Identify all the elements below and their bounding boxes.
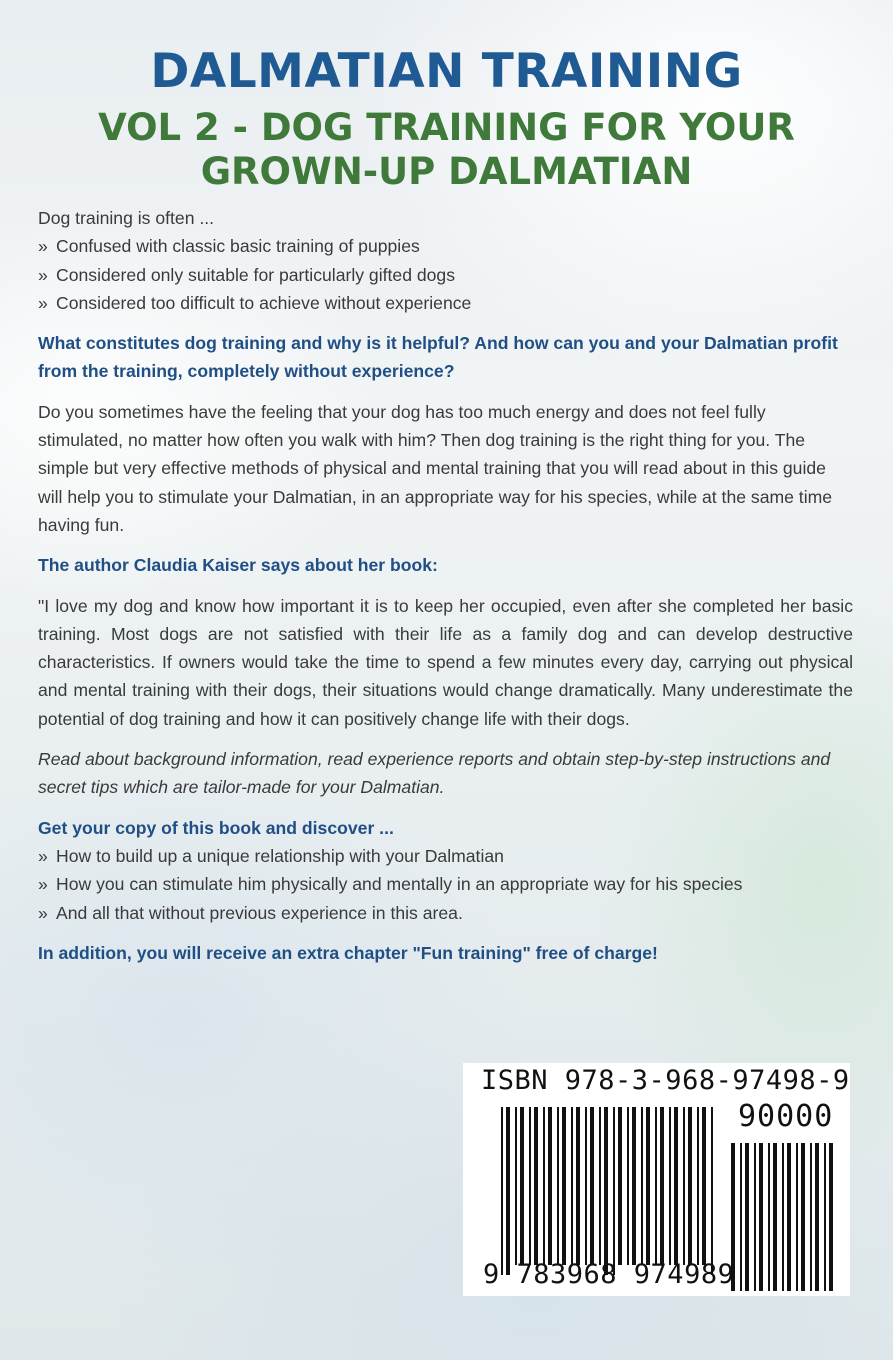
- barcode-bar: [711, 1107, 713, 1275]
- barcode-bar: [506, 1107, 510, 1275]
- barcode-bar: [534, 1107, 538, 1265]
- barcode-bar: [520, 1107, 524, 1265]
- barcode-bar: [562, 1107, 566, 1265]
- barcode-bar: [585, 1107, 587, 1265]
- bullet-mark: »: [38, 236, 48, 257]
- barcode-bar: [702, 1107, 706, 1265]
- barcode-bar: [618, 1107, 622, 1265]
- book-title: DALMATIAN TRAINING: [150, 44, 743, 99]
- barcode-bar: [571, 1107, 573, 1265]
- intro-bullet: » Considered only suitable for particularly gifted dogs: [38, 261, 853, 289]
- book-subtitle: [0, 106, 893, 194]
- barcode-bar: [529, 1107, 531, 1265]
- barcode-bar: [669, 1107, 671, 1265]
- barcode-bar: [613, 1107, 615, 1275]
- barcode-bar: [557, 1107, 559, 1265]
- barcode-bar: [773, 1143, 777, 1291]
- barcode-bar: [796, 1143, 798, 1291]
- barcode-bar: [632, 1107, 636, 1265]
- barcode-bar: [515, 1107, 517, 1265]
- barcode-bar: [604, 1107, 608, 1275]
- barcode-bar: [590, 1107, 594, 1265]
- barcode-bar: [641, 1107, 643, 1265]
- discover-bullet: » And all that without previous experience in this area.: [38, 899, 853, 927]
- barcode-bar: [543, 1107, 545, 1265]
- bullet-mark: »: [38, 292, 48, 313]
- barcode-bar: [829, 1143, 833, 1291]
- barcode-bar: [824, 1143, 826, 1291]
- barcode-bar: [688, 1107, 692, 1265]
- barcode-bar: [782, 1143, 784, 1291]
- barcode-bar: [768, 1143, 770, 1291]
- barcode-bar: [815, 1143, 819, 1291]
- description-paragraph: Do you sometimes have the feeling that your dog has too much energy and does not feel fully stimulated, no matter how often you walk with him? Then dog training is the right thing for you. The simple but very effective methods of physical and mental training that you will read about in this guide will help you to stimulate your Dalmatian, in an appropriate way for his species, while at the same time having fun.: [38, 401, 833, 535]
- blurb-content: [38, 204, 853, 967]
- barcode-bar: [787, 1143, 791, 1291]
- barcode-bar: [660, 1107, 664, 1265]
- subtitle-line-1: VOL 2 - DOG TRAINING FOR YOUR: [98, 106, 795, 149]
- barcode-bar: [683, 1107, 685, 1265]
- barcode-bar: [697, 1107, 699, 1265]
- intro-bullet: » Considered too difficult to achieve without experience: [38, 289, 853, 317]
- intro-bullet: » Confused with classic basic training of puppies: [38, 232, 853, 260]
- barcode-bar: [655, 1107, 657, 1265]
- discover-bullet: » How you can stimulate him physically and mentally in an appropriate way for his species: [38, 870, 853, 898]
- author-quote: "I love my dog and know how important it is to keep her occupied, even after she completed her basic training. Most dogs are not satisfied with their life as a family dog and can develop destructive characteristics. If owners would take the time to spend a few minutes every day, carrying out physical and mental training with their dogs, their situations would change dramatically. Many underestimate the potential of dog training and how it can positively change life with their dogs.: [38, 595, 853, 729]
- italic-note: Read about background information, read experience reports and obtain step-by-step instructions and secret tips which are tailor-made for your Dalmatian.: [38, 749, 831, 798]
- bullet-mark: »: [38, 845, 48, 866]
- isbn-label: ISBN 978-3-968-97498-9: [481, 1065, 850, 1096]
- barcode-bar: [627, 1107, 629, 1265]
- subtitle-line-2: GROWN-UP DALMATIAN: [200, 150, 693, 193]
- barcode-bar: [759, 1143, 763, 1291]
- bullet-mark: »: [38, 264, 48, 285]
- intro-lead: Dog training is often ...: [38, 208, 215, 228]
- author-heading: The author Claudia Kaiser says about her book:: [38, 555, 438, 576]
- barcode-bar: [576, 1107, 580, 1265]
- isbn-barcode: [463, 1063, 850, 1296]
- barcode-bar: [674, 1107, 678, 1265]
- discover-heading: Get your copy of this book and discover ...: [38, 817, 394, 838]
- barcode-bar: [599, 1107, 601, 1265]
- ean-digits: 9 783968 974989: [483, 1259, 735, 1290]
- barcode-bar: [501, 1107, 503, 1275]
- discover-bullet: » How to build up a unique relationship with your Dalmatian: [38, 842, 853, 870]
- barcode-bar: [548, 1107, 552, 1265]
- question-heading: What constitutes dog training and why is it helpful? And how can you and your Dalmatian profit from the training, completely without experience?: [38, 333, 838, 382]
- bonus-text: In addition, you will receive an extra chapter "Fun training" free of charge!: [38, 942, 658, 963]
- barcode-bar: [801, 1143, 805, 1291]
- barcode-bar: [646, 1107, 650, 1265]
- bullet-mark: »: [38, 874, 48, 895]
- barcode-bar: [810, 1143, 812, 1291]
- price-addon-digits: 90000: [738, 1099, 834, 1134]
- barcode-bar: [754, 1143, 756, 1291]
- barcode-bar: [740, 1143, 742, 1291]
- bullet-mark: »: [38, 902, 48, 923]
- barcode-bar: [745, 1143, 749, 1291]
